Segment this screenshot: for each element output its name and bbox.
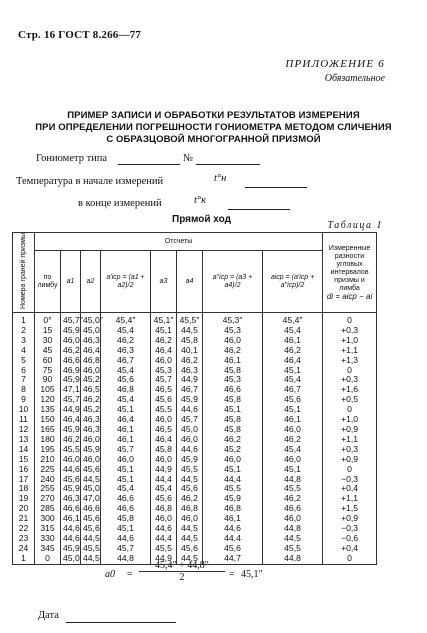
- table-cell: 46,7: [101, 356, 151, 366]
- formula-lhs: a0: [105, 569, 115, 580]
- table-cell: 6: [13, 366, 35, 376]
- table-cell: 45,6: [177, 484, 203, 494]
- table-cell: 45,9: [177, 455, 203, 465]
- data-table: [12, 232, 377, 565]
- table-cell: 45,8: [151, 445, 177, 455]
- table-cell: 45,9: [81, 445, 101, 455]
- table-cell: 45,0: [61, 554, 81, 564]
- table-cell: 285: [35, 504, 61, 514]
- table-cell: 44,6: [61, 524, 81, 534]
- table-cell: 47,0: [81, 494, 101, 504]
- table-cell: 45,6: [81, 524, 101, 534]
- table-cell: 46,0: [151, 514, 177, 524]
- header-limb: по лимбу: [35, 251, 61, 313]
- table-cell: 46,6: [203, 385, 263, 395]
- table-cell: 46,1: [101, 425, 151, 435]
- table-cell: 45,5: [203, 484, 263, 494]
- table-cell: 46,1: [203, 356, 263, 366]
- table-cell: 44,5: [263, 534, 323, 544]
- table-cell: 46,3: [177, 366, 203, 376]
- table-cell: +0,9: [323, 455, 377, 465]
- table-cell: 45,5: [263, 544, 323, 554]
- table-cell: 44,5: [81, 475, 101, 485]
- table-cell: 45,1: [263, 405, 323, 415]
- table-cell: 45,8: [203, 425, 263, 435]
- table-cell: 45,6: [151, 395, 177, 405]
- table-label: Таблица 1: [327, 220, 383, 231]
- table-cell: 45,0: [81, 484, 101, 494]
- table-cell: 46,6: [101, 504, 151, 514]
- table-cell: 46,6: [61, 504, 81, 514]
- table-cell: 44,6: [203, 524, 263, 534]
- table-cell: 44,5: [177, 524, 203, 534]
- goniometer-type-label: Гониометр типа: [36, 153, 108, 164]
- table-cell: 46,2: [177, 494, 203, 504]
- table-cell: 45,1: [263, 465, 323, 475]
- table-cell: +1,5: [323, 504, 377, 514]
- table-cell: 46,8: [151, 504, 177, 514]
- table-cell: 255: [35, 484, 61, 494]
- table-cell: 45,6: [151, 494, 177, 504]
- table-cell: 46,6: [61, 356, 81, 366]
- table-cell: 300: [35, 514, 61, 524]
- table-cell: 11: [13, 415, 35, 425]
- table-cell: 225: [35, 465, 61, 475]
- table-cell: 45,7: [101, 544, 151, 554]
- table-cell: 44,6: [177, 445, 203, 455]
- table-cell: 46,2: [101, 336, 151, 346]
- goniometer-number-label: №: [183, 153, 194, 164]
- table-cell: 14: [13, 445, 35, 455]
- table-cell: 45,9: [61, 544, 81, 554]
- table-cell: 45,6: [203, 544, 263, 554]
- table-cell: 19: [13, 494, 35, 504]
- table-cell: 44,6: [61, 465, 81, 475]
- table-cell: 44,5: [177, 534, 203, 544]
- temp-end-symbol: t°к: [194, 195, 207, 206]
- table-cell: 46,8: [177, 504, 203, 514]
- table-cell: 46,0: [203, 455, 263, 465]
- table-cell: 46,8: [203, 504, 263, 514]
- table-cell: 46,3: [81, 336, 101, 346]
- table-cell: 0: [323, 465, 377, 475]
- table-cell: 46,4: [81, 346, 101, 356]
- table-cell: 270: [35, 494, 61, 504]
- table-cell: 0°: [35, 313, 61, 326]
- temp-start-label: Температура в начале измерений: [16, 176, 164, 187]
- table-cell: 180: [35, 435, 61, 445]
- table-cell: 45,6: [177, 544, 203, 554]
- table-cell: +1,1: [323, 494, 377, 504]
- table-cell: 45,1: [203, 405, 263, 415]
- header-a1: a1: [61, 251, 81, 313]
- date-line: [66, 622, 176, 623]
- table-cell: 44,6: [61, 534, 81, 544]
- table-cell: 44,9: [151, 554, 177, 564]
- table-cell: 3: [13, 336, 35, 346]
- date-label: Дата: [38, 610, 59, 621]
- table-cell: 46,4: [263, 356, 323, 366]
- table-cell: 44,8: [263, 524, 323, 534]
- appendix-status: Обязательное: [324, 73, 385, 84]
- table-cell: 240: [35, 475, 61, 485]
- table-cell: 45,8: [203, 366, 263, 376]
- table-cell: 44,7: [203, 554, 263, 564]
- table-cell: 46,5: [151, 385, 177, 395]
- goniometer-number-line: [196, 164, 260, 165]
- table-row: [13, 313, 377, 326]
- table-cell: 46,1: [101, 435, 151, 445]
- table-cell: 23: [13, 534, 35, 544]
- table-cell: 75: [35, 366, 61, 376]
- table-cell: −0,3: [323, 475, 377, 485]
- table-cell: 45,9: [203, 494, 263, 504]
- table-cell: 46,7: [177, 385, 203, 395]
- table-cell: 46,0: [151, 356, 177, 366]
- table-cell: 44,6: [177, 405, 203, 415]
- table-cell: 46,2: [263, 346, 323, 356]
- table-cell: 45,6: [81, 465, 101, 475]
- table-cell: 46,9: [61, 366, 81, 376]
- table-cell: 22: [13, 524, 35, 534]
- table-cell: 46,4: [151, 346, 177, 356]
- formula-fraction: [139, 560, 225, 583]
- table-cell: 45,1: [101, 465, 151, 475]
- header-row-number: Номера граней призмы: [13, 233, 35, 313]
- table-cell: 90: [35, 375, 61, 385]
- header-a2: a2: [81, 251, 101, 313]
- table-cell: 30: [35, 336, 61, 346]
- table-cell: 150: [35, 415, 61, 425]
- table-cell: 21: [13, 514, 35, 524]
- formula-equals: =: [127, 569, 133, 580]
- table-cell: 44,8: [263, 554, 323, 564]
- table-cell: 44,5: [177, 554, 203, 564]
- table-cell: +1,6: [323, 385, 377, 395]
- table-cell: 45,9: [61, 425, 81, 435]
- table-cell: 12: [13, 425, 35, 435]
- table-cell: 46,6: [263, 504, 323, 514]
- table-cell: 46,2: [263, 435, 323, 445]
- table-cell: 44,4: [151, 475, 177, 485]
- table-cell: 46,1: [263, 415, 323, 425]
- table-cell: 44,9: [177, 375, 203, 385]
- table-cell: 46,2: [263, 494, 323, 504]
- table-cell: 45,8: [101, 514, 151, 524]
- table-cell: +0,3: [323, 326, 377, 336]
- table-cell: 45,4: [263, 375, 323, 385]
- table-cell: 0: [323, 405, 377, 415]
- table-cell: 46,2: [81, 395, 101, 405]
- header-a4: a4: [177, 251, 203, 313]
- table-cell: 46,2: [177, 356, 203, 366]
- table-cell: 0: [35, 554, 61, 564]
- table-cell: 45,5: [177, 465, 203, 475]
- table-cell: 40,1: [177, 346, 203, 356]
- formula-result: 45,1″: [241, 569, 263, 580]
- table-cell: 45,1: [101, 475, 151, 485]
- table-cell: 45,5: [151, 544, 177, 554]
- table-cell: 45,4: [263, 326, 323, 336]
- header-readings: Отсчеты: [35, 233, 323, 251]
- table-cell: 45,7″: [61, 313, 81, 326]
- table-cell: 60: [35, 356, 61, 366]
- table-cell: 46,6: [81, 504, 101, 514]
- table-cell: +1,1: [323, 435, 377, 445]
- table-cell: 45,4: [151, 484, 177, 494]
- table-cell: 45,7: [101, 445, 151, 455]
- table-cell: +0,3: [323, 375, 377, 385]
- table-cell: −0,6: [323, 534, 377, 544]
- table-cell: 46,3: [61, 494, 81, 504]
- table-cell: 45,9: [61, 326, 81, 336]
- table-cell: 44,4: [203, 534, 263, 544]
- table-cell: 45,7: [151, 375, 177, 385]
- table-cell: 5: [13, 356, 35, 366]
- table-cell: 45,1″: [151, 313, 177, 326]
- table-cell: 46,5: [81, 385, 101, 395]
- table-cell: 10: [13, 405, 35, 415]
- table-cell: 45,4: [101, 395, 151, 405]
- table-cell: 210: [35, 455, 61, 465]
- table-cell: 45,5: [263, 484, 323, 494]
- table-cell: 45,7: [61, 395, 81, 405]
- table-cell: 46,0: [203, 336, 263, 346]
- table-cell: 330: [35, 534, 61, 544]
- table-cell: 46,2: [203, 435, 263, 445]
- table-cell: 46,8: [101, 385, 151, 395]
- table-cell: +1,0: [323, 336, 377, 346]
- table-cell: 46,2: [203, 346, 263, 356]
- formula-denominator: 2: [179, 572, 185, 583]
- table-cell: 44,4: [203, 475, 263, 485]
- page-header: Стр. 16 ГОСТ 8.266—77: [18, 29, 142, 41]
- header-aicp-prime: a′icp = (a1 + a2)/2: [101, 251, 151, 313]
- table-cell: 44,5: [177, 475, 203, 485]
- table-cell: 44,6: [101, 534, 151, 544]
- table-cell: 2: [13, 326, 35, 336]
- formula-numerator: 45,4″ + 44,8″: [139, 560, 225, 572]
- table-cell: 44,5: [81, 554, 101, 564]
- table-cell: 45,1: [203, 465, 263, 475]
- table-cell: 195: [35, 445, 61, 455]
- table-cell: 13: [13, 435, 35, 445]
- table-cell: 45,6: [101, 375, 151, 385]
- table-cell: 45,5: [61, 445, 81, 455]
- table-cell: 46,4: [151, 435, 177, 445]
- table-cell: +1,0: [323, 415, 377, 425]
- table-cell: +0,3: [323, 445, 377, 455]
- table-cell: 46,0: [177, 435, 203, 445]
- table-cell: 44,8: [263, 475, 323, 485]
- table-cell: 15: [13, 455, 35, 465]
- table-cell: 44,8: [101, 554, 151, 564]
- title-line-3: С ОБРАЗЦОВОЙ МНОГОГРАННОЙ ПРИЗМОЙ: [106, 134, 321, 145]
- table-cell: 24: [13, 544, 35, 554]
- table-cell: 105: [35, 385, 61, 395]
- table-cell: 44,4: [151, 534, 177, 544]
- table-cell: 20: [13, 504, 35, 514]
- table-cell: 45,0″: [81, 313, 101, 326]
- table-cell: 4: [13, 346, 35, 356]
- table-cell: 46,3: [81, 425, 101, 435]
- table-cell: 45,1: [101, 405, 151, 415]
- table-cell: 0: [323, 313, 377, 326]
- table-cell: 45,9: [177, 395, 203, 405]
- table-cell: 45,1: [151, 326, 177, 336]
- table-cell: 45,5″: [177, 313, 203, 326]
- table-cell: 45,9: [61, 375, 81, 385]
- table-cell: 135: [35, 405, 61, 415]
- header-aicp-dprime: a″icp = (a3 + a4)/2: [203, 251, 263, 313]
- table-cell: 46,1: [263, 336, 323, 346]
- table-cell: 46,0: [81, 366, 101, 376]
- table-cell: 46,7: [263, 385, 323, 395]
- table-cell: +1,1: [323, 346, 377, 356]
- table-cell: 45,4″: [263, 313, 323, 326]
- table-cell: 1: [13, 313, 35, 326]
- table-cell: 44,9: [61, 405, 81, 415]
- table-cell: 45,3: [203, 375, 263, 385]
- table-cell: 165: [35, 425, 61, 435]
- table-cell: 45,7: [177, 415, 203, 425]
- table-cell: 46,3: [101, 346, 151, 356]
- table-cell: +0,9: [323, 425, 377, 435]
- table-cell: 45,5: [81, 544, 101, 554]
- table-cell: 46,2: [151, 336, 177, 346]
- table-cell: 1: [13, 554, 35, 564]
- table-cell: 46,0: [177, 514, 203, 524]
- table-cell: 45,9: [61, 484, 81, 494]
- table-cell: 45,1: [101, 524, 151, 534]
- table-cell: 7: [13, 375, 35, 385]
- table-cell: +1,3: [323, 356, 377, 366]
- table-cell: 46,5: [151, 425, 177, 435]
- table-cell: 46,0: [61, 336, 81, 346]
- table-cell: 18: [13, 484, 35, 494]
- table-cell: 46,0: [81, 455, 101, 465]
- table-cell: −0,3: [323, 524, 377, 534]
- table-cell: 45,5: [151, 405, 177, 415]
- table-cell: 345: [35, 544, 61, 554]
- table-cell: 46,6: [101, 494, 151, 504]
- section-title: Прямой ход: [172, 214, 231, 225]
- temp-start-line: [245, 187, 307, 188]
- table-cell: 45,6: [61, 475, 81, 485]
- table-cell: 17: [13, 475, 35, 485]
- table-cell: 45,0: [81, 326, 101, 336]
- table-cell: +0,4: [323, 484, 377, 494]
- table-cell: 46,0: [61, 455, 81, 465]
- table-cell: 46,8: [81, 356, 101, 366]
- header-aicp: aicp = (a′icp + a″icp)/2: [263, 251, 323, 313]
- table-cell: 45,8: [177, 336, 203, 346]
- table-cell: 46,0: [101, 455, 151, 465]
- table-cell: 44,9: [151, 465, 177, 475]
- table-cell: 45,4: [101, 326, 151, 336]
- table-cell: 45,1: [263, 366, 323, 376]
- temp-end-label: в конце измерений: [78, 198, 162, 209]
- table-cell: 15: [35, 326, 61, 336]
- table-cell: 46,0: [263, 514, 323, 524]
- table-cell: 46,0: [151, 455, 177, 465]
- goniometer-type-line: [118, 164, 180, 165]
- table-cell: 45,2: [203, 445, 263, 455]
- table-cell: 46,0: [263, 425, 323, 435]
- table-cell: 46,1: [61, 514, 81, 524]
- table-cell: 45: [35, 346, 61, 356]
- table-cell: 46,2: [61, 435, 81, 445]
- table-cell: 47,1: [61, 385, 81, 395]
- table-cell: 46,0: [81, 435, 101, 445]
- table-cell: 45,3″: [203, 313, 263, 326]
- table-cell: +0,4: [323, 544, 377, 554]
- title-line-1: ПРИМЕР ЗАПИСИ И ОБРАБОТКИ РЕЗУЛЬТАТОВ ИЗМЕРЕНИЯ: [67, 110, 360, 121]
- table-cell: 46,0: [151, 415, 177, 425]
- temp-start-symbol: t°н: [214, 173, 227, 184]
- table-cell: 0: [323, 366, 377, 376]
- table-cell: 45,4: [263, 445, 323, 455]
- table-cell: 315: [35, 524, 61, 534]
- table-cell: 120: [35, 395, 61, 405]
- appendix-label: ПРИЛОЖЕНИЕ 6: [285, 58, 385, 70]
- header-a3: a3: [151, 251, 177, 313]
- table-cell: 45,2: [81, 375, 101, 385]
- table-cell: 46,1: [203, 514, 263, 524]
- table-cell: 45,6: [81, 514, 101, 524]
- table-cell: 45,8: [203, 415, 263, 425]
- table-cell: 8: [13, 385, 35, 395]
- table-cell: 45,4″: [101, 313, 151, 326]
- table-cell: 46,3: [81, 415, 101, 425]
- table-cell: 44,6: [151, 524, 177, 534]
- table-cell: 44,5: [177, 326, 203, 336]
- table-cell: 46,4: [101, 415, 151, 425]
- table-cell: 45,0: [177, 425, 203, 435]
- table-cell: 45,3: [203, 326, 263, 336]
- header-differences: Измеренные разности угловых интервалов призмы и лимба di = aicp − ai: [323, 233, 377, 313]
- table-cell: 16: [13, 465, 35, 475]
- table-cell: 9: [13, 395, 35, 405]
- temp-end-line: [228, 209, 290, 210]
- table-cell: 45,3: [151, 366, 177, 376]
- table-cell: 46,4: [61, 415, 81, 425]
- table-cell: 46,0: [263, 455, 323, 465]
- table-cell: 0: [323, 554, 377, 564]
- table-row: [13, 465, 377, 475]
- table-cell: 46,2: [61, 346, 81, 356]
- table-cell: 45,6: [263, 395, 323, 405]
- table-cell: +0,9: [323, 514, 377, 524]
- table-cell: 45,4: [101, 484, 151, 494]
- title-line-2: ПРИ ОПРЕДЕЛЕНИИ ПОГРЕШНОСТИ ГОНИОМЕТРА МЕТОДОМ СЛИЧЕНИЯ: [35, 122, 392, 133]
- table-cell: 45,4: [101, 366, 151, 376]
- table-cell: 45,8: [203, 395, 263, 405]
- table-cell: 45,2: [81, 405, 101, 415]
- formula-result-equals: =: [229, 569, 235, 580]
- table-cell: 44,5: [81, 534, 101, 544]
- table-cell: +0,5: [323, 395, 377, 405]
